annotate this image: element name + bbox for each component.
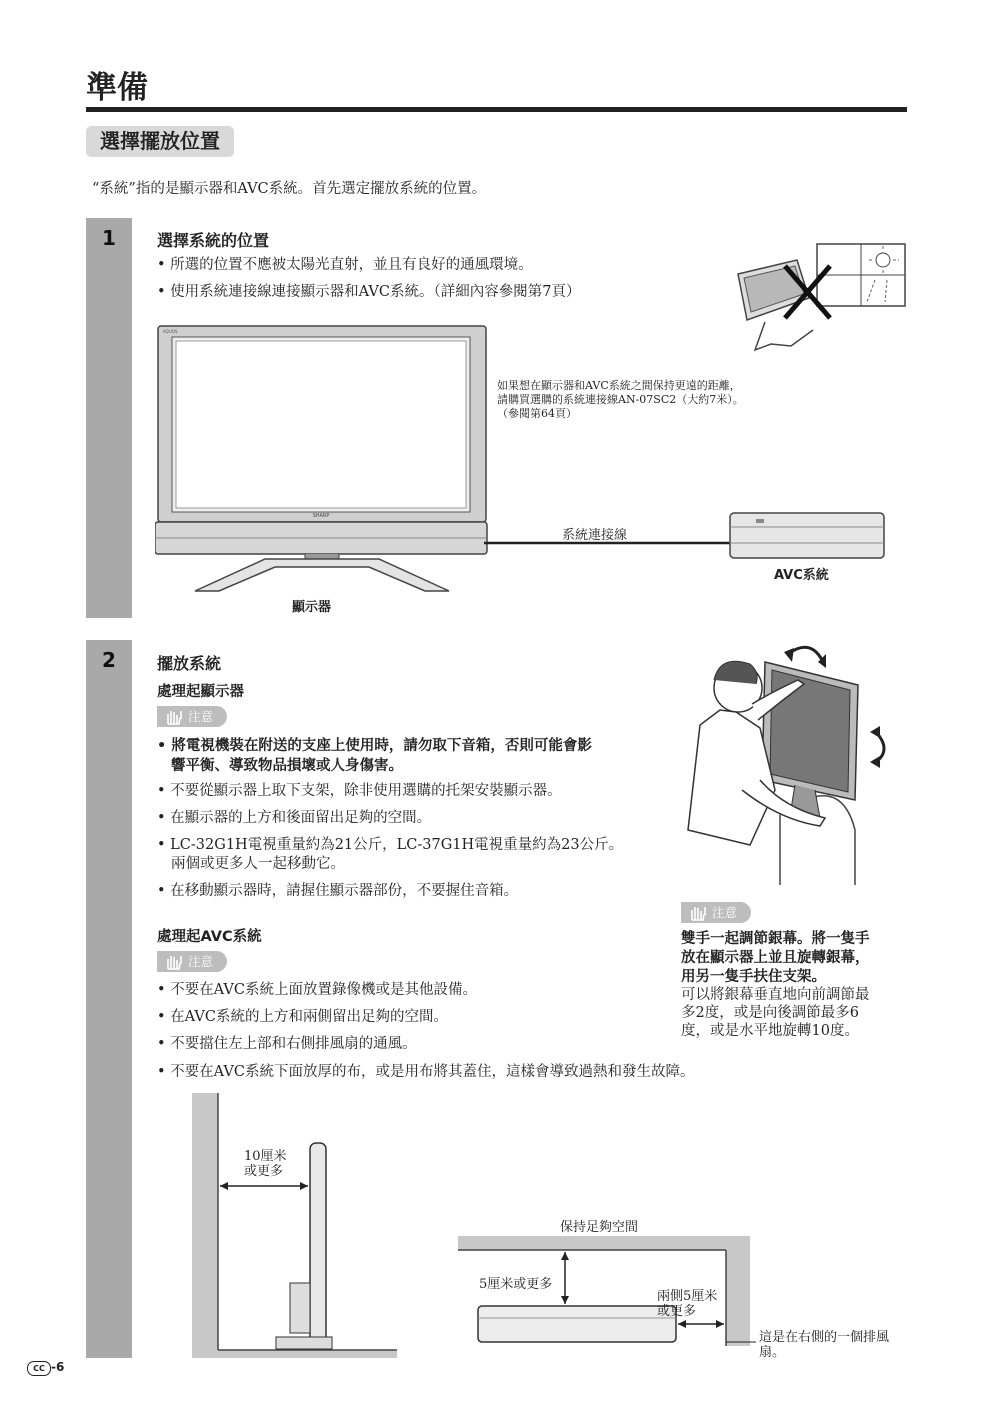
step-2-bar (86, 640, 132, 1358)
display-bullet: • 在顯示器的上方和後面留出足夠的空間。 (157, 810, 432, 826)
side-caution-text (681, 986, 870, 1040)
step-1-number: 1 (102, 226, 116, 250)
warning-line: 將電視機裝在附送的支座上使用時，請勿取下音箱，否則可能會影 (171, 738, 592, 754)
step-1-heading: 選擇系統的位置 (157, 231, 270, 250)
display-bullet: • 不要從顯示器上取下支架，除非使用選購的托架安裝顯示器。 (157, 783, 562, 799)
cable-label: 系統連接線 (562, 528, 628, 543)
section-title: 選擇擺放位置 (86, 126, 234, 157)
bullet-text: 在顯示器的上方和後面留出足夠的空間。 (170, 810, 432, 826)
cable-note (497, 379, 744, 421)
note-line: 如果想在顯示器和AVC系統之間保持更遠的距離， (497, 379, 741, 392)
page-number-text: -6 (51, 1360, 65, 1374)
display-bullet: • 在移動顯示器時，請握住顯示器部份，不要握住音箱。 (157, 883, 519, 899)
weight-bullet: • LC-32G1H電視重量約為21公斤，LC-37G1H電視重量約為23公斤。 兩個或更多人一起移動它。 (157, 837, 624, 872)
note-line: （參閱第64頁） (497, 407, 577, 420)
bullet-text: 不要在AVC系統下面放厚的布，或是用布將其蓋住，這樣會導致過熱和發生故障。 (170, 1064, 695, 1080)
avc-bullet: • 不要擋住左上部和右側排風扇的通風。 (157, 1036, 417, 1052)
bullet-text: 兩個或更多人一起移動它。 (171, 856, 345, 872)
wall-clearance-diagram (192, 1093, 402, 1358)
side-caution-bold (681, 930, 870, 987)
caution-line: 度，或是水平地旋轉10度。 (681, 1023, 859, 1039)
caution-line: 放在顯示器上並且旋轉銀幕， (681, 950, 870, 966)
wall-label-line: 或更多 (244, 1164, 284, 1179)
subheading-display: 處理起顯示器 (157, 684, 244, 700)
side-label-line: 或更多 (657, 1304, 697, 1319)
person-adjusting-illustration (680, 640, 895, 885)
tv-model: AQUOS (163, 329, 178, 334)
tv-brand: SHARP (312, 513, 330, 519)
hand-caution-icon (165, 954, 183, 970)
page-number (27, 1360, 64, 1376)
caution-label: 注意 (712, 905, 738, 920)
display-illustration (155, 323, 490, 595)
step-2-number: 2 (102, 648, 116, 672)
step-1-bullet: • 使用系統連接線連接顯示器和AVC系統。（詳細內容參閱第7頁） (157, 284, 581, 300)
caution-line: 多2度，或是向後調節最多6 (681, 1005, 859, 1021)
hand-caution-icon (689, 905, 707, 921)
step-1-bullet: • 所選的位置不應被太陽光直射，並且有良好的通風環境。 (157, 257, 533, 273)
fan-label-line: 這是在右側的一個排風 (759, 1330, 890, 1345)
avc-bullet: • 不要在AVC系統上面放置錄像機或是其他設備。 (157, 982, 477, 998)
connection-illustration (484, 505, 894, 565)
wall-label (244, 1149, 287, 1179)
bullet-text: 使用系統連接線連接顯示器和AVC系統。（詳細內容參閱第7頁） (170, 284, 581, 300)
caution-label: 注意 (188, 709, 214, 724)
side-clearance-label (657, 1289, 717, 1319)
display-label: 顯示器 (292, 600, 332, 615)
step-1-bar (86, 218, 132, 618)
intro-text: “系統”指的是顯示器和AVC系統。首先選定擺放系統的位置。 (92, 181, 487, 197)
top-clearance-label: 5厘米或更多 (479, 1277, 553, 1292)
warning-line: 響平衡、導致物品損壞或人身傷害。 (171, 758, 403, 774)
avc-bullet: • 在AVC系統的上方和兩側留出足夠的空間。 (157, 1009, 448, 1025)
bullet-text: 在AVC系統的上方和兩側留出足夠的空間。 (170, 1009, 448, 1025)
caution-badge (157, 706, 227, 727)
side-label-line: 兩側5厘米 (657, 1289, 718, 1304)
bullet-text: 不要從顯示器上取下支架，除非使用選購的托架安裝顯示器。 (170, 783, 562, 799)
bullet-text: 所選的位置不應被太陽光直射，並且有良好的通風環境。 (170, 257, 533, 273)
subheading-avc: 處理起AVC系統 (157, 929, 262, 945)
fan-label-line: 扇。 (759, 1345, 786, 1360)
bullet-text: 不要擋住左上部和右側排風扇的通風。 (170, 1036, 417, 1052)
language-badge: CC (27, 1361, 51, 1376)
caution-badge (157, 951, 227, 972)
page-title: 準備 (86, 70, 148, 106)
avc-bullet: • 不要在AVC系統下面放厚的布，或是用布將其蓋住，這樣會導致過熱和發生故障。 (157, 1064, 695, 1080)
sunlight-illustration (735, 240, 910, 360)
note-line: 請購買選購的系統連接線AN-07SC2（大約7米）。 (497, 393, 744, 406)
warning-bullet: • 將電視機裝在附送的支座上使用時，請勿取下音箱，否則可能會影 響平衡、導致物品損壞或人身傷害。 (157, 738, 592, 774)
avc-label: AVC系統 (774, 568, 829, 583)
title-rule (86, 107, 907, 112)
bullet-text: 不要在AVC系統上面放置錄像機或是其他設備。 (170, 982, 477, 998)
fan-label (759, 1330, 889, 1360)
caution-line: 可以將銀幕垂直地向前調節最 (681, 987, 870, 1003)
caution-line: 用另一隻手扶住支架。 (681, 969, 826, 985)
hand-caution-icon (165, 709, 183, 725)
bullet-text: 在移動顯示器時，請握住顯示器部份，不要握住音箱。 (170, 883, 519, 899)
caution-line: 雙手一起調節銀幕。將一隻手 (681, 931, 870, 947)
bullet-text: LC-32G1H電視重量約為21公斤，LC-37G1H電視重量約為23公斤。 (170, 837, 624, 853)
wall-label-line: 10厘米 (244, 1149, 287, 1164)
space-label: 保持足夠空間 (560, 1220, 639, 1235)
caution-badge (681, 902, 751, 923)
caution-label: 注意 (188, 954, 214, 969)
step-2-heading: 擺放系統 (157, 654, 222, 673)
